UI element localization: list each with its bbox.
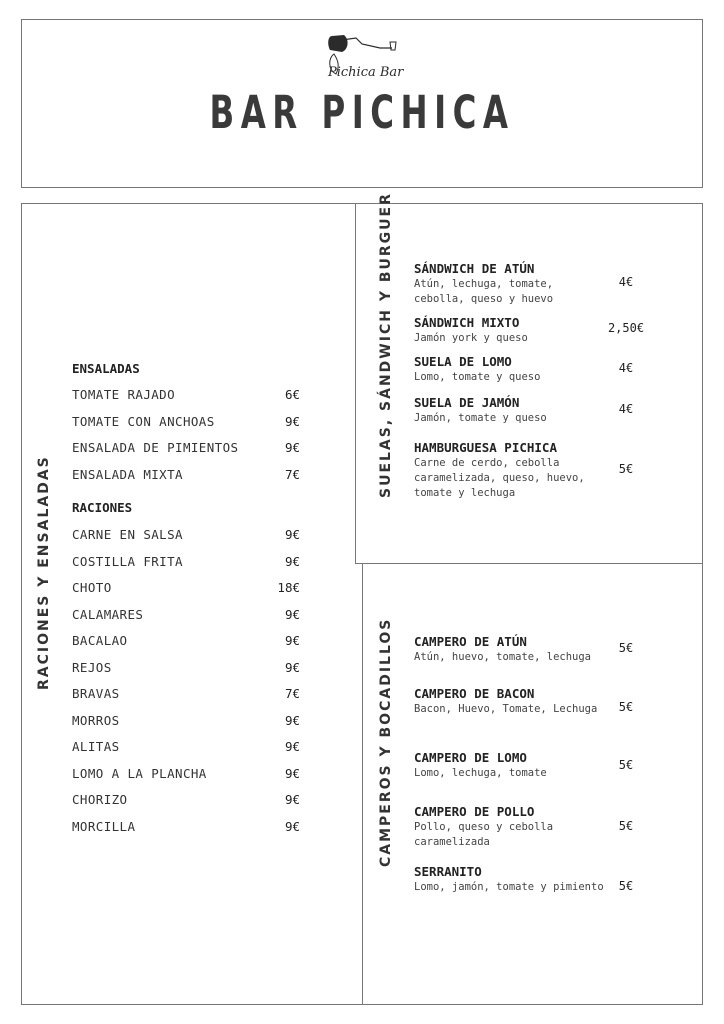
menu-item-description: Atún, lechuga, tomate, cebolla, queso y huevo <box>414 278 554 305</box>
menu-item-name: CARNE EN SALSA <box>72 527 183 542</box>
menu-item-description: Lomo, jamón, tomate y pimiento <box>414 881 604 893</box>
menu-item-name: BACALAO <box>72 633 128 648</box>
menu-item-name: MORCILLA <box>72 819 136 834</box>
menu-item-price: 9€ <box>284 633 300 648</box>
page-title: BAR PICHICA <box>209 86 515 139</box>
menu-item-name: ENSALADA DE PIMIENTOS <box>72 440 239 455</box>
menu-item-price: 9€ <box>284 739 300 754</box>
header-divider <box>21 203 703 204</box>
logo <box>322 30 404 82</box>
menu-item-price: 6€ <box>284 387 300 402</box>
menu-item-name: TOMATE CON ANCHOAS <box>72 414 215 429</box>
menu-item-name: CAMPERO DE POLLO <box>414 804 535 819</box>
menu-item-description: Lomo, tomate y queso <box>414 371 541 383</box>
menu-item-name: LOMO A LA PLANCHA <box>72 766 207 781</box>
menu-item-name: SÁNDWICH DE ATÚN <box>414 261 535 276</box>
menu-item-price: 9€ <box>284 660 300 675</box>
menu-item-description: Atún, huevo, tomate, lechuga <box>414 651 592 663</box>
ensaladas-heading: ENSALADAS <box>72 361 140 376</box>
menu-item-description: Lomo, lechuga, tomate <box>414 767 547 779</box>
menu-item-name: CALAMARES <box>72 607 144 622</box>
menu-item-price: 7€ <box>284 467 300 482</box>
menu-item-name: COSTILLA FRITA <box>72 554 183 569</box>
menu-item-name: CAMPERO DE LOMO <box>414 750 527 765</box>
menu-item-name: REJOS <box>72 660 112 675</box>
menu-item-price: 5€ <box>618 879 634 893</box>
menu-item-price: 9€ <box>284 819 300 834</box>
menu-item-price: 4€ <box>618 402 634 416</box>
menu-item-description: Bacon, Huevo, Tomate, Lechuga <box>414 703 598 715</box>
menu-item-description: Carne de cerdo, cebolla caramelizada, queso, huevo, tomate y lechuga <box>414 457 585 499</box>
menu-item-description: Pollo, queso y cebolla caramelizada <box>414 821 554 848</box>
left-section-label: RACIONES Y ENSALADAS <box>36 455 52 690</box>
menu-item-price: 9€ <box>284 607 300 622</box>
logo-text: Pichica Bar <box>328 65 404 80</box>
menu-item-price: 4€ <box>618 275 634 289</box>
menu-item-name: SUELA DE LOMO <box>414 354 512 369</box>
menu-item-name: TOMATE RAJADO <box>72 387 176 402</box>
menu-item-price: 18€ <box>277 580 300 595</box>
menu-item-name: SÁNDWICH MIXTO <box>414 315 520 330</box>
menu-item-name: ALITAS <box>72 739 120 754</box>
menu-item-price: 9€ <box>284 766 300 781</box>
menu-item-price: 9€ <box>284 792 300 807</box>
menu-item-price: 5€ <box>618 758 634 772</box>
menu-item-price: 4€ <box>618 361 634 375</box>
menu-item-name: BRAVAS <box>72 686 120 701</box>
right-bottom-section-label: CAMPEROS Y BOCADILLOS <box>378 617 394 867</box>
menu-item-description: Jamón york y queso <box>414 332 528 344</box>
menu-item-name: SUELA DE JAMÓN <box>414 395 520 410</box>
menu-item-name: CHOTO <box>72 580 112 595</box>
menu-item-price: 9€ <box>284 527 300 542</box>
right-top-section-label: SUELAS, SÁNDWICH Y BURGUER <box>378 192 394 498</box>
menu-item-name: MORROS <box>72 713 120 728</box>
right-border <box>702 203 703 1005</box>
menu-item-price: 9€ <box>284 713 300 728</box>
menu-item-price: 9€ <box>284 440 300 455</box>
menu-item-name: HAMBURGUESA PICHICA <box>414 440 557 455</box>
column-divider-top <box>355 203 356 563</box>
menu-item-name: SERRANITO <box>414 864 482 879</box>
menu-item-name: CHORIZO <box>72 792 128 807</box>
menu-item-price: 5€ <box>618 819 634 833</box>
right-section-divider <box>355 563 703 564</box>
menu-item-price: 5€ <box>618 462 634 476</box>
menu-item-price: 9€ <box>284 414 300 429</box>
left-border <box>21 203 22 1005</box>
menu-item-price: 5€ <box>618 700 634 714</box>
menu-item-price: 9€ <box>284 554 300 569</box>
raciones-heading: RACIONES <box>72 500 133 515</box>
menu-item-price: 7€ <box>284 686 300 701</box>
menu-item-name: CAMPERO DE ATÚN <box>414 634 527 649</box>
menu-item-name: CAMPERO DE BACON <box>414 686 535 701</box>
menu-item-price: 2,50€ <box>607 321 645 335</box>
menu-item-description: Jamón, tomate y queso <box>414 412 547 424</box>
column-divider-bottom <box>362 563 363 1005</box>
menu-item-name: ENSALADA MIXTA <box>72 467 183 482</box>
menu-item-price: 5€ <box>618 641 634 655</box>
